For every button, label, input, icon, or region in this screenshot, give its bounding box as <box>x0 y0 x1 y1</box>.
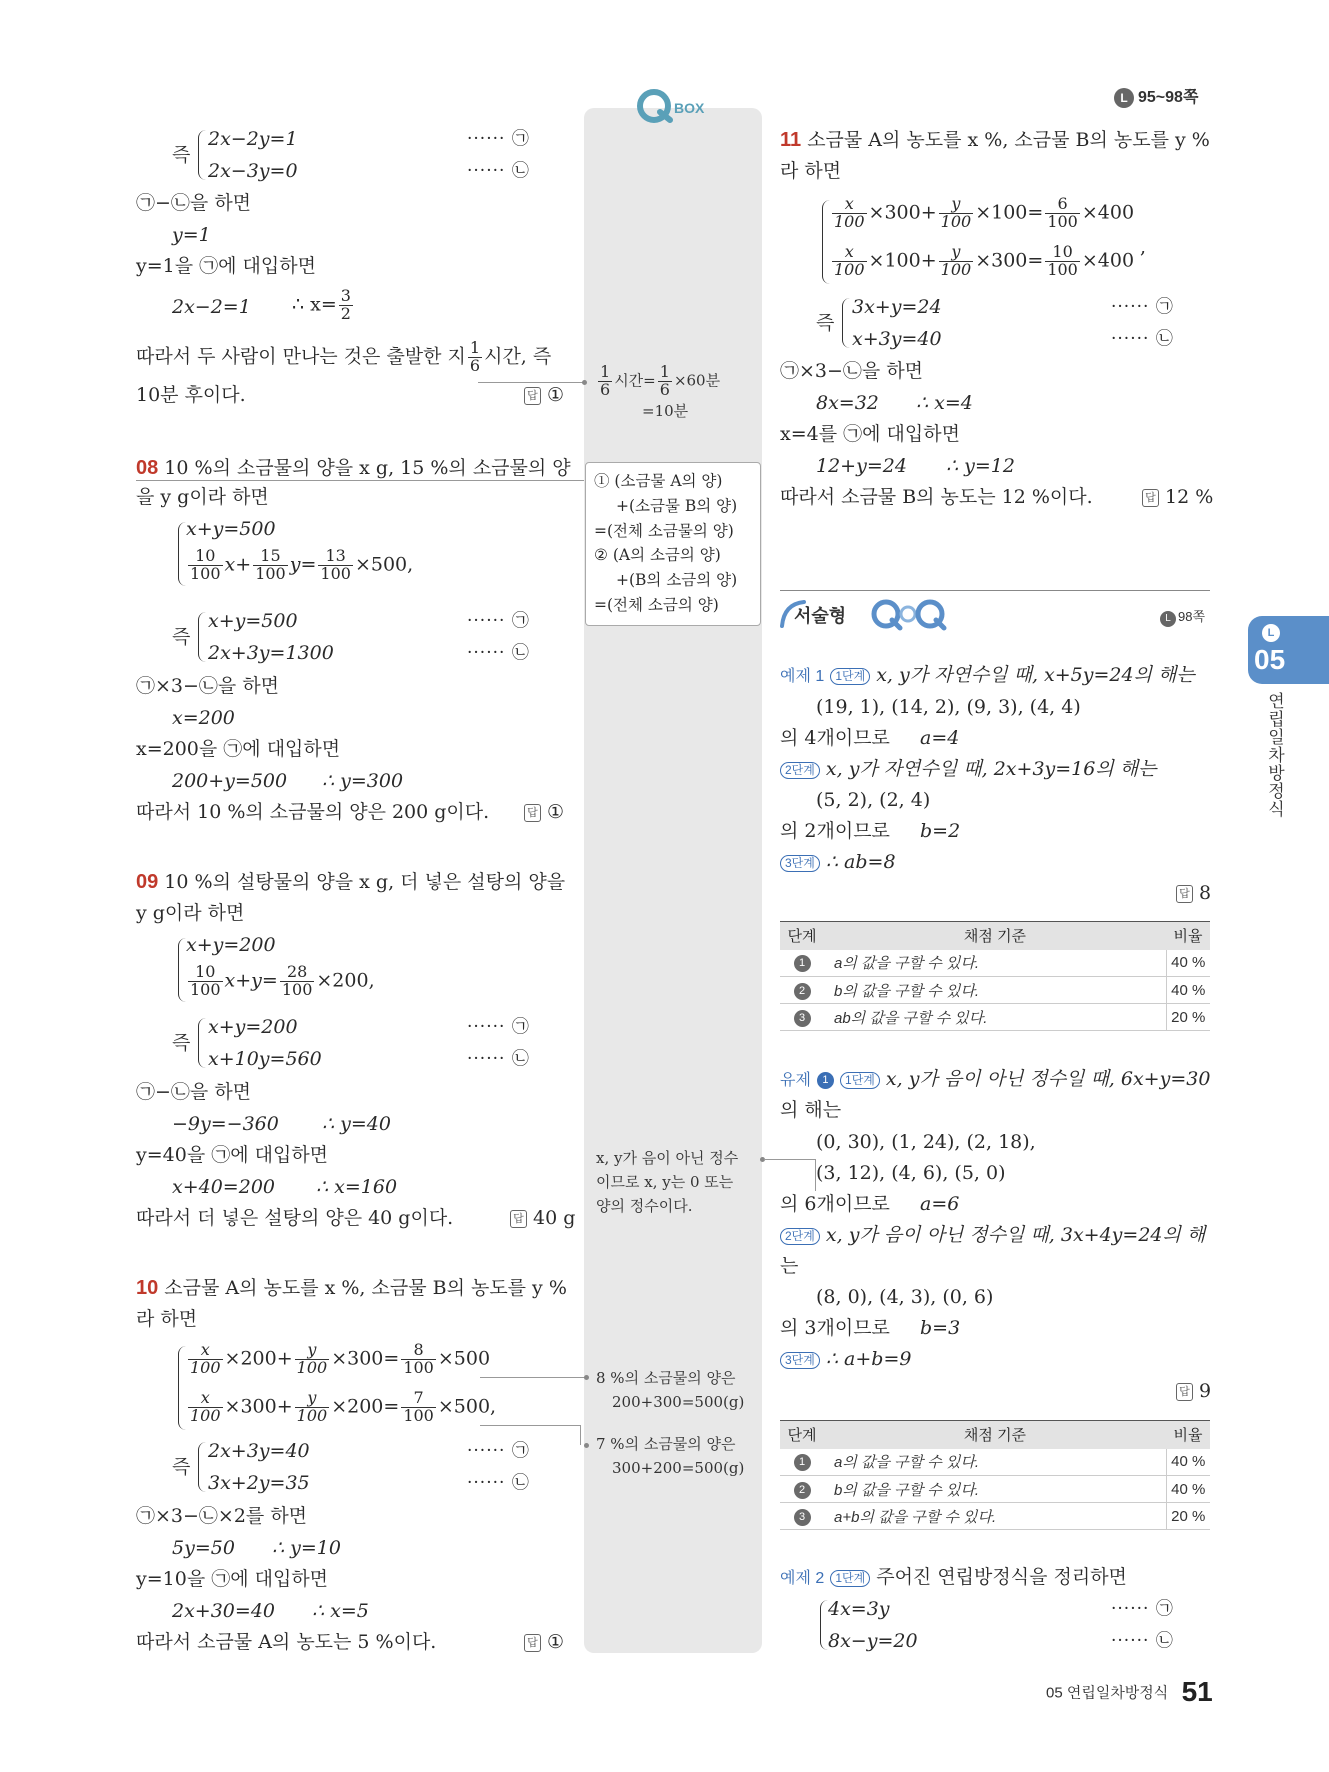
s08-l5: 따라서 10 %의 소금물의 양은 200 g이다. <box>136 801 490 823</box>
answer-box-icon: 답 <box>1142 489 1159 507</box>
note4-leader <box>480 1377 586 1378</box>
s07-answer: 답 ① <box>524 384 564 408</box>
side-tab-title: 연립일차방정식 <box>1265 692 1284 818</box>
s08-q1: 08 10 %의 소금물의 양을 x g, 15 %의 소금물의 양 <box>136 457 571 479</box>
s08-prefix: 즉 <box>172 626 191 648</box>
s10-prefix: 즉 <box>172 1456 191 1478</box>
s10-sys-brace <box>178 1346 186 1430</box>
answer-box-icon: 답 <box>1176 885 1193 903</box>
note1-leader <box>478 382 584 383</box>
answer-box-icon: 답 <box>524 1634 541 1652</box>
ex1-l3a: 의 4개이므로 <box>780 727 890 749</box>
s09-l2b: ∴ y=40 <box>322 1113 391 1135</box>
step-circle-icon: 2 <box>794 983 811 1000</box>
pr1-l9a: 의 3개이므로 <box>780 1317 890 1339</box>
step-circle-icon: 3 <box>794 1010 811 1027</box>
s11-l4a: 12+y=24 <box>816 455 907 477</box>
note3: x, y가 음이 아닌 정수 이므로 x, y는 0 또는 양의 정수이다. <box>596 1149 739 1215</box>
pr1-l4: (3, 12), (4, 6), (5, 0) <box>816 1162 1006 1184</box>
s11-row2: $\frac{x}{100}$ ×100+ $\frac{y}{100}$ ×300= $\frac{10}{100}$ ×400 <box>834 242 1135 279</box>
s07-tag1: ······ ㉠ <box>467 129 530 149</box>
pr1-l5b: a=6 <box>920 1193 960 1215</box>
s09-eq1: x+y=200 <box>208 1016 298 1038</box>
page-number: 51 <box>1181 1676 1213 1707</box>
table-row: 3 ab의 값을 구할 수 있다. 20 % <box>780 1004 1210 1031</box>
ex2-tag1: ······ ㉠ <box>1111 1599 1174 1619</box>
step-circle-icon: 1 <box>794 1454 811 1471</box>
s11-sys-brace <box>822 200 830 284</box>
s08-brace <box>198 612 206 662</box>
s08-answer: 답 ① <box>524 801 564 825</box>
s10-tag2: ······ ㉡ <box>467 1473 530 1493</box>
ex1-l5: (5, 2), (2, 4) <box>816 789 931 811</box>
s08-sys-a: x+y=500 <box>186 518 276 540</box>
s10-l2a: 5y=50 <box>172 1537 235 1559</box>
s11-l5: 따라서 소금물 B의 농도는 12 %이다. <box>780 486 1093 508</box>
pr1-l9b: b=3 <box>920 1317 961 1339</box>
table-row: 3 a+b의 값을 구할 수 있다. 20 % <box>780 1503 1210 1530</box>
s10-l4b: ∴ x=5 <box>312 1600 369 1622</box>
chapter-side-tab[interactable] <box>1248 616 1329 684</box>
s11-q1: 11 소금물 A의 농도를 x %, 소금물 B의 농도를 y % <box>780 129 1210 151</box>
s07-l1: ㉠−㉡을 하면 <box>136 192 252 214</box>
qbox-text: BOX <box>674 100 705 116</box>
s09-brace <box>198 1018 206 1068</box>
note1-dot <box>582 380 587 385</box>
pr1-answer: 답 9 <box>1176 1380 1211 1404</box>
table-row: 2 b의 값을 구할 수 있다. 40 % <box>780 977 1210 1004</box>
pr1-l5a: 의 6개이므로 <box>780 1193 890 1215</box>
s10-l5: 따라서 소금물 A의 농도는 5 %이다. <box>136 1631 437 1653</box>
s10-eq1: 2x+3y=40 <box>208 1440 310 1462</box>
page-ref: L 95~98쪽 <box>1114 84 1198 108</box>
qbox-column <box>584 108 762 1653</box>
s10-tag1: ······ ㉠ <box>467 1441 530 1461</box>
s10-l4a: 2x+30=40 <box>172 1600 275 1622</box>
s08-tag1: ······ ㉠ <box>467 611 530 631</box>
ex1-answer: 답 8 <box>1176 882 1211 906</box>
s08-eq1: x+y=500 <box>208 610 298 632</box>
s09-l4b: ∴ x=160 <box>316 1176 398 1198</box>
answer-box-icon: 답 <box>524 387 541 405</box>
ex2-brace <box>820 1600 828 1650</box>
s11-l1: ㉠×3−㉡을 하면 <box>780 360 924 382</box>
step-circle-icon: 3 <box>794 1509 811 1526</box>
table-row: 1 a의 값을 구할 수 있다. 40 % <box>780 1449 1210 1476</box>
pr1-l8: (8, 0), (4, 3), (0, 6) <box>816 1286 994 1308</box>
s09-sys-brace <box>178 938 186 1002</box>
s08-q2: 을 y g이라 하면 <box>136 486 269 508</box>
pr1-l1: 유제 1 1단계 x, y가 음이 아닌 정수일 때, 6x+y=30 <box>780 1068 1211 1090</box>
s08-l4b: ∴ y=300 <box>322 770 404 792</box>
score-table-2: 단계 채점 기준 비율 1 a의 값을 구할 수 있다. 40 % 2 b의 값을 구할 수 있다. 40 % 3 a+b의 값을 구할 수 있다. 20 % <box>780 1420 1210 1530</box>
ex1-l3b: a=4 <box>920 727 960 749</box>
s08-sys-brace <box>178 522 186 586</box>
table-row: 1 a의 값을 구할 수 있다. 40 % <box>780 950 1210 977</box>
s09-sys-a: x+y=200 <box>186 934 276 956</box>
s07-l5: 따라서 두 사람이 만나는 것은 출발한 지 $\frac{1}{6}$ 시간, 즉 <box>136 338 552 375</box>
s11-q2: 라 하면 <box>780 160 842 182</box>
ex2-eq2: 8x−y=20 <box>828 1630 918 1652</box>
note2-box: ① (소금물 A의 양) +(소금물 B의 양) =(전체 소금물의 양) ② (A의 소금의 양) +(B의 소금의 양) =(전체 소금의 양) <box>585 462 761 626</box>
s07-brace <box>198 130 206 180</box>
answer-box-icon: 답 <box>524 804 541 822</box>
s11-prefix: 즉 <box>816 312 835 334</box>
s07-l4: ∴ x= $\frac{3}{2}$ <box>292 286 351 323</box>
s08-l1: ㉠×3−㉡을 하면 <box>136 675 280 697</box>
s11-brace <box>842 298 850 348</box>
note4: 8 %의 소금물의 양은 200+300=500(g) <box>596 1369 745 1411</box>
s10-row2: $\frac{x}{100}$ ×300+ $\frac{y}{100}$ ×200= $\frac{7}{100}$ ×500, <box>190 1388 497 1425</box>
s11-l3: x=4를 ㉠에 대입하면 <box>780 423 960 445</box>
s09-l5: 따라서 더 넣은 설탕의 양은 40 g이다. <box>136 1207 454 1229</box>
s09-sys-b: $\frac{10}{100}$ x+y= $\frac{28}{100}$ ×200, <box>190 962 375 999</box>
ex1-l2: (19, 1), (14, 2), (9, 3), (4, 4) <box>816 696 1081 718</box>
footer-chapter: 05 연립일차방정식 <box>1046 1684 1169 1702</box>
s07-prefix: 즉 <box>172 144 191 166</box>
s11-eq1: 3x+y=24 <box>852 296 942 318</box>
seosul-ref: L 98쪽 <box>1160 606 1205 627</box>
s09-q1: 09 10 %의 설탕물의 양을 x g, 더 넣은 설탕의 양을 <box>136 871 566 893</box>
ex1-l6a: 의 2개이므로 <box>780 820 890 842</box>
s11-tag1: ······ ㉠ <box>1111 297 1174 317</box>
s07-l2: y=1 <box>172 224 211 246</box>
ex2-l1: 예제 2 1단계 주어진 연립방정식을 정리하면 <box>780 1566 1127 1588</box>
s07-l3: y=1을 ㉠에 대입하면 <box>136 255 316 277</box>
seosul-title: 서술형 <box>778 596 948 632</box>
note1: $\frac{1}{6}$ 시간= $\frac{1}{6}$ ×60분 =10분 <box>600 362 721 420</box>
s09-q2: y g이라 하면 <box>136 902 245 924</box>
s11-l2a: 8x=32 <box>816 392 879 414</box>
answer-box-icon: 답 <box>510 1210 527 1228</box>
s10-eq2: 3x+2y=35 <box>208 1472 310 1494</box>
note5: 7 %의 소금물의 양은 300+200=500(g) <box>596 1435 745 1477</box>
s10-l1: ㉠×3−㉡×2를 하면 <box>136 1505 308 1527</box>
ex2-eq1: 4x=3y <box>828 1598 890 1620</box>
s07-l6: 10분 후이다. <box>136 384 246 406</box>
table-row: 2 b의 값을 구할 수 있다. 40 % <box>780 1476 1210 1503</box>
s11-eq2: x+3y=40 <box>852 328 942 350</box>
ex1-l1: 예제 1 1단계 x, y가 자연수일 때, x+5y=24의 해는 <box>780 664 1195 686</box>
page-ref-badge: L <box>1114 88 1134 108</box>
score-table-1: 단계 채점 기준 비율 1 a의 값을 구할 수 있다. 40 % 2 b의 값을 구할 수 있다. 40 % 3 ab의 값을 구할 수 있다. 20 % <box>780 921 1210 1031</box>
s08-tag2: ······ ㉡ <box>467 643 530 663</box>
step-circle-icon: 2 <box>794 1482 811 1499</box>
note3-leader <box>764 1159 816 1160</box>
ex1-l4: 2단계 x, y가 자연수일 때, 2x+3y=16의 해는 <box>780 758 1156 782</box>
s11-tag2: ······ ㉡ <box>1111 329 1174 349</box>
s09-eq2: x+10y=560 <box>208 1048 322 1070</box>
s08-eq2: 2x+3y=1300 <box>208 642 334 664</box>
s07-eq2: 2x−3y=0 <box>208 160 298 182</box>
pr1-l3: (0, 30), (1, 24), (2, 18), <box>816 1131 1036 1153</box>
s09-tag2: ······ ㉡ <box>467 1049 530 1069</box>
s10-q2: 라 하면 <box>136 1308 198 1330</box>
step-circle-icon: 1 <box>794 955 811 972</box>
s09-l1: ㉠−㉡을 하면 <box>136 1081 252 1103</box>
s08-l2: x=200 <box>172 707 235 729</box>
s11-l4b: ∴ y=12 <box>946 455 1015 477</box>
s09-l3: y=40을 ㉠에 대입하면 <box>136 1144 329 1166</box>
pr1-l7: 는 <box>780 1255 799 1277</box>
note5-leader <box>480 1425 580 1426</box>
s07-tag2: ······ ㉡ <box>467 161 530 181</box>
seosul-top-rule <box>780 590 1210 591</box>
pr1-l10: 3단계 ∴ a+b=9 <box>780 1348 911 1372</box>
s11-row1: $\frac{x}{100}$ ×300+ $\frac{y}{100}$ ×100= $\frac{6}{100}$ ×400 <box>834 194 1135 231</box>
side-tab-badge: L <box>1262 624 1280 642</box>
note2-leader <box>136 480 584 481</box>
note5-leader-v <box>580 1425 581 1445</box>
s08-sys-b: $\frac{10}{100}$ x+ $\frac{15}{100}$ y= $\frac{13}{100}$ ×500, <box>190 546 414 583</box>
pr1-l2: 의 해는 <box>780 1099 842 1121</box>
answer-box-icon: 답 <box>1176 1383 1193 1401</box>
side-tab-number: 05 <box>1254 644 1286 675</box>
s10-l2b: ∴ y=10 <box>272 1537 341 1559</box>
pr1-l6: 2단계 x, y가 음이 아닌 정수일 때, 3x+4y=24의 해 <box>780 1224 1205 1248</box>
footer <box>1046 1676 1213 1708</box>
s08-l4a: 200+y=500 <box>172 770 288 792</box>
qbox-logo-icon <box>636 88 714 124</box>
note5-dot <box>584 1443 589 1448</box>
s11-l2b: ∴ x=4 <box>916 392 973 414</box>
s10-answer: 답 ① <box>524 1631 564 1655</box>
s09-prefix: 즉 <box>172 1032 191 1054</box>
s10-row1: $\frac{x}{100}$ ×200+ $\frac{y}{100}$ ×300= $\frac{8}{100}$ ×500 <box>190 1340 491 1377</box>
ex2-tag2: ······ ㉡ <box>1111 1631 1174 1651</box>
s09-tag1: ······ ㉠ <box>467 1017 530 1037</box>
s07-l4a: 2x−2=1 <box>172 296 251 318</box>
s11-comma: , <box>1140 236 1147 258</box>
s07-eq1: 2x−2y=1 <box>208 128 298 150</box>
s08-l3: x=200을 ㉠에 대입하면 <box>136 738 341 760</box>
note4-dot <box>584 1375 589 1380</box>
ex1-l7: 3단계 ∴ ab=8 <box>780 851 896 875</box>
s09-l2a: −9y=−360 <box>172 1113 279 1135</box>
ex1-l6b: b=2 <box>920 820 961 842</box>
s09-answer: 답 40 g <box>510 1207 575 1231</box>
s10-brace <box>198 1442 206 1492</box>
s10-l3: y=10을 ㉠에 대입하면 <box>136 1568 329 1590</box>
s10-q1: 10 소금물 A의 농도를 x %, 소금물 B의 농도를 y % <box>136 1277 567 1299</box>
s09-l4a: x+40=200 <box>172 1176 275 1198</box>
s11-answer: 답 12 % <box>1142 486 1213 510</box>
